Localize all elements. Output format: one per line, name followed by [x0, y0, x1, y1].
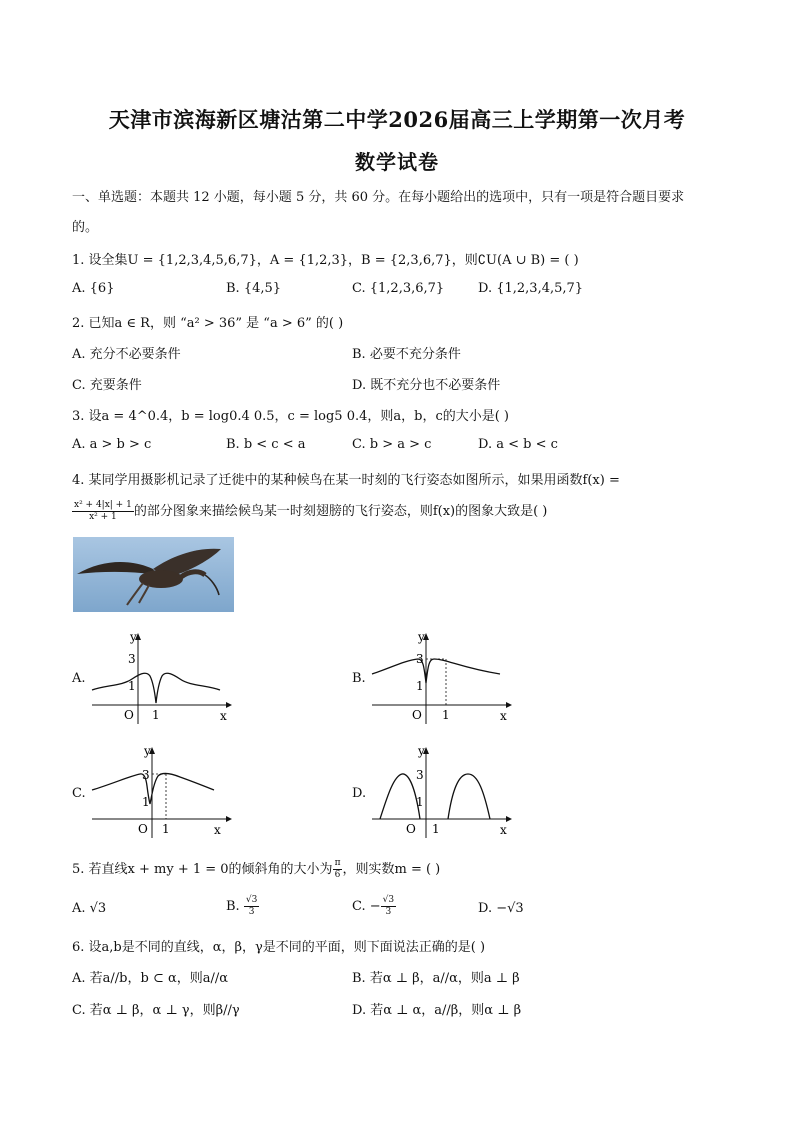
tick-three-label: 3 — [416, 652, 424, 666]
q3-option-c: C. b > a > c — [352, 437, 432, 452]
q5-option-c-numerator: √3 — [382, 895, 395, 905]
q5-option-b-denominator: 3 — [248, 907, 255, 917]
y-label: y — [130, 630, 137, 644]
q6-option-b: B. 若α ⊥ β，a//α，则a ⊥ β — [352, 971, 520, 986]
q4-graph-d — [366, 742, 516, 838]
exam-subtitle: 数学试卷 — [355, 150, 439, 174]
q2-option-c: C. 充要条件 — [72, 378, 142, 393]
q5-angle-numerator: π — [334, 858, 341, 868]
tick-one-y-label: 1 — [416, 679, 424, 693]
y-label: y — [418, 744, 425, 758]
graph-d-left-arch — [380, 774, 420, 819]
x-label: x — [214, 823, 221, 837]
q4-option-b-label: B. — [352, 671, 366, 686]
q3-option-d: D. a < b < c — [478, 437, 558, 452]
q5-option-c — [352, 895, 396, 918]
section-instructions-line1: 一、单选题：本题共 12 小题，每小题 5 分，共 60 分。在每小题给出的选项中，只有一项是符合题目要求 — [72, 190, 685, 205]
bird-photo — [73, 537, 234, 612]
tick-one-y-label: 1 — [416, 795, 424, 809]
x-label: x — [500, 823, 507, 837]
q5-angle-denominator: 6 — [334, 870, 341, 880]
q1-stem: 1. 设全集U = {1,2,3,4,5,6,7}，A = {1,2,3}，B = {2,3,6,7}，则∁U(A ∪ B) = ( ) — [72, 253, 579, 268]
tick-one-label: 1 — [442, 708, 450, 722]
tick-three-label: 3 — [142, 768, 150, 782]
q5-stem-post: ，则实数m = ( ) — [342, 862, 441, 877]
y-label: y — [418, 630, 425, 644]
q5-option-d: D. −√3 — [478, 901, 524, 916]
q4-fraction-numerator: x² + 4|x| + 1 — [74, 500, 132, 510]
origin-label: O — [124, 708, 134, 722]
q4-graph-c — [86, 742, 236, 838]
q1-option-c: C. {1,2,3,6,7} — [352, 281, 445, 296]
origin-label: O — [406, 822, 416, 836]
q5-option-b-numerator: √3 — [245, 895, 258, 905]
q1-option-d: D. {1,2,3,4,5,7} — [478, 281, 584, 296]
q6-stem: 6. 设a,b是不同的直线，α，β，γ是不同的平面，则下面说法正确的是( ) — [72, 940, 486, 955]
q4-stem-line2-text: 的部分图象来描绘候鸟某一时刻翅膀的飞行姿态，则f(x)的图象大致是( ) — [133, 504, 548, 519]
q2-option-b: B. 必要不充分条件 — [352, 347, 461, 362]
tick-one-y-label: 1 — [128, 679, 136, 693]
q5-stem-pre: 5. 若直线x + my + 1 = 0的倾斜角的大小为 — [72, 862, 333, 877]
q2-option-d: D. 既不充分也不必要条件 — [352, 378, 501, 393]
q3-option-a: A. a > b > c — [72, 437, 152, 452]
q2-stem: 2. 已知a ∈ R，则 “a² > 36” 是 “a > 6” 的( ) — [72, 316, 344, 331]
graph-d-right-arch — [448, 774, 490, 819]
origin-label: O — [138, 822, 148, 836]
q4-fraction-denominator: x² + 1 — [89, 512, 117, 522]
y-label: y — [144, 744, 151, 758]
q6-option-a: A. 若a//b，b ⊂ α，则a//α — [72, 971, 229, 986]
q5-option-c-denominator: 3 — [385, 907, 392, 917]
x-label: x — [220, 709, 227, 723]
q6-option-c: C. 若α ⊥ β，α ⊥ γ，则β//γ — [72, 1003, 240, 1018]
x-axis-arrow-icon — [226, 702, 232, 708]
q2-option-a: A. 充分不必要条件 — [72, 347, 181, 362]
x-axis-arrow-icon — [506, 816, 512, 822]
tick-one-label: 1 — [432, 822, 440, 836]
q5-option-c-fraction — [381, 895, 396, 918]
graph-a-curve — [92, 673, 220, 703]
q5-option-b-fraction — [244, 895, 259, 918]
q5-option-c-letter: C. − — [352, 899, 381, 914]
tick-one-label: 1 — [152, 708, 160, 722]
q3-option-b: B. b < c < a — [226, 437, 306, 452]
graph-b-curve — [372, 659, 500, 683]
x-label: x — [500, 709, 507, 723]
q3-stem: 3. 设a = 4^0.4，b = log0.4 0.5，c = log5 0.4，则a，b，c的大小是( ) — [72, 409, 509, 424]
q1-option-a: A. {6} — [72, 281, 115, 296]
tick-one-y-label: 1 — [142, 795, 150, 809]
q4-graph-a — [86, 628, 236, 724]
tick-three-label: 3 — [128, 652, 136, 666]
origin-label: O — [412, 708, 422, 722]
q4-option-c-label: C. — [72, 786, 86, 801]
q4-graph-b — [366, 628, 516, 724]
q4-option-d-label: D. — [352, 786, 367, 801]
section-instructions-line2: 的。 — [72, 220, 99, 235]
q6-option-d: D. 若α ⊥ α，a//β，则α ⊥ β — [352, 1003, 522, 1018]
q1-option-b: B. {4,5} — [226, 281, 282, 296]
q5-option-b — [226, 895, 259, 918]
q5-option-a: A. √3 — [72, 901, 107, 916]
q4-stem-line2 — [72, 500, 547, 523]
graph-c-curve — [92, 773, 214, 804]
q4-option-a-label: A. — [72, 671, 86, 686]
q5-stem — [72, 858, 440, 881]
exam-title: 天津市滨海新区塘沽第二中学2026届高三上学期第一次月考 — [108, 107, 686, 132]
x-axis-arrow-icon — [506, 702, 512, 708]
x-axis-arrow-icon — [226, 816, 232, 822]
tick-one-label: 1 — [162, 822, 170, 836]
q5-angle-fraction — [333, 858, 343, 881]
q4-function-fraction — [72, 500, 134, 523]
tick-three-label: 3 — [416, 768, 424, 782]
q5-option-b-letter: B. — [226, 899, 240, 914]
q4-stem-line1: 4. 某同学用摄影机记录了迁徙中的某种候鸟在某一时刻的飞行姿态如图所示，如果用函数f(x) = — [72, 473, 620, 488]
